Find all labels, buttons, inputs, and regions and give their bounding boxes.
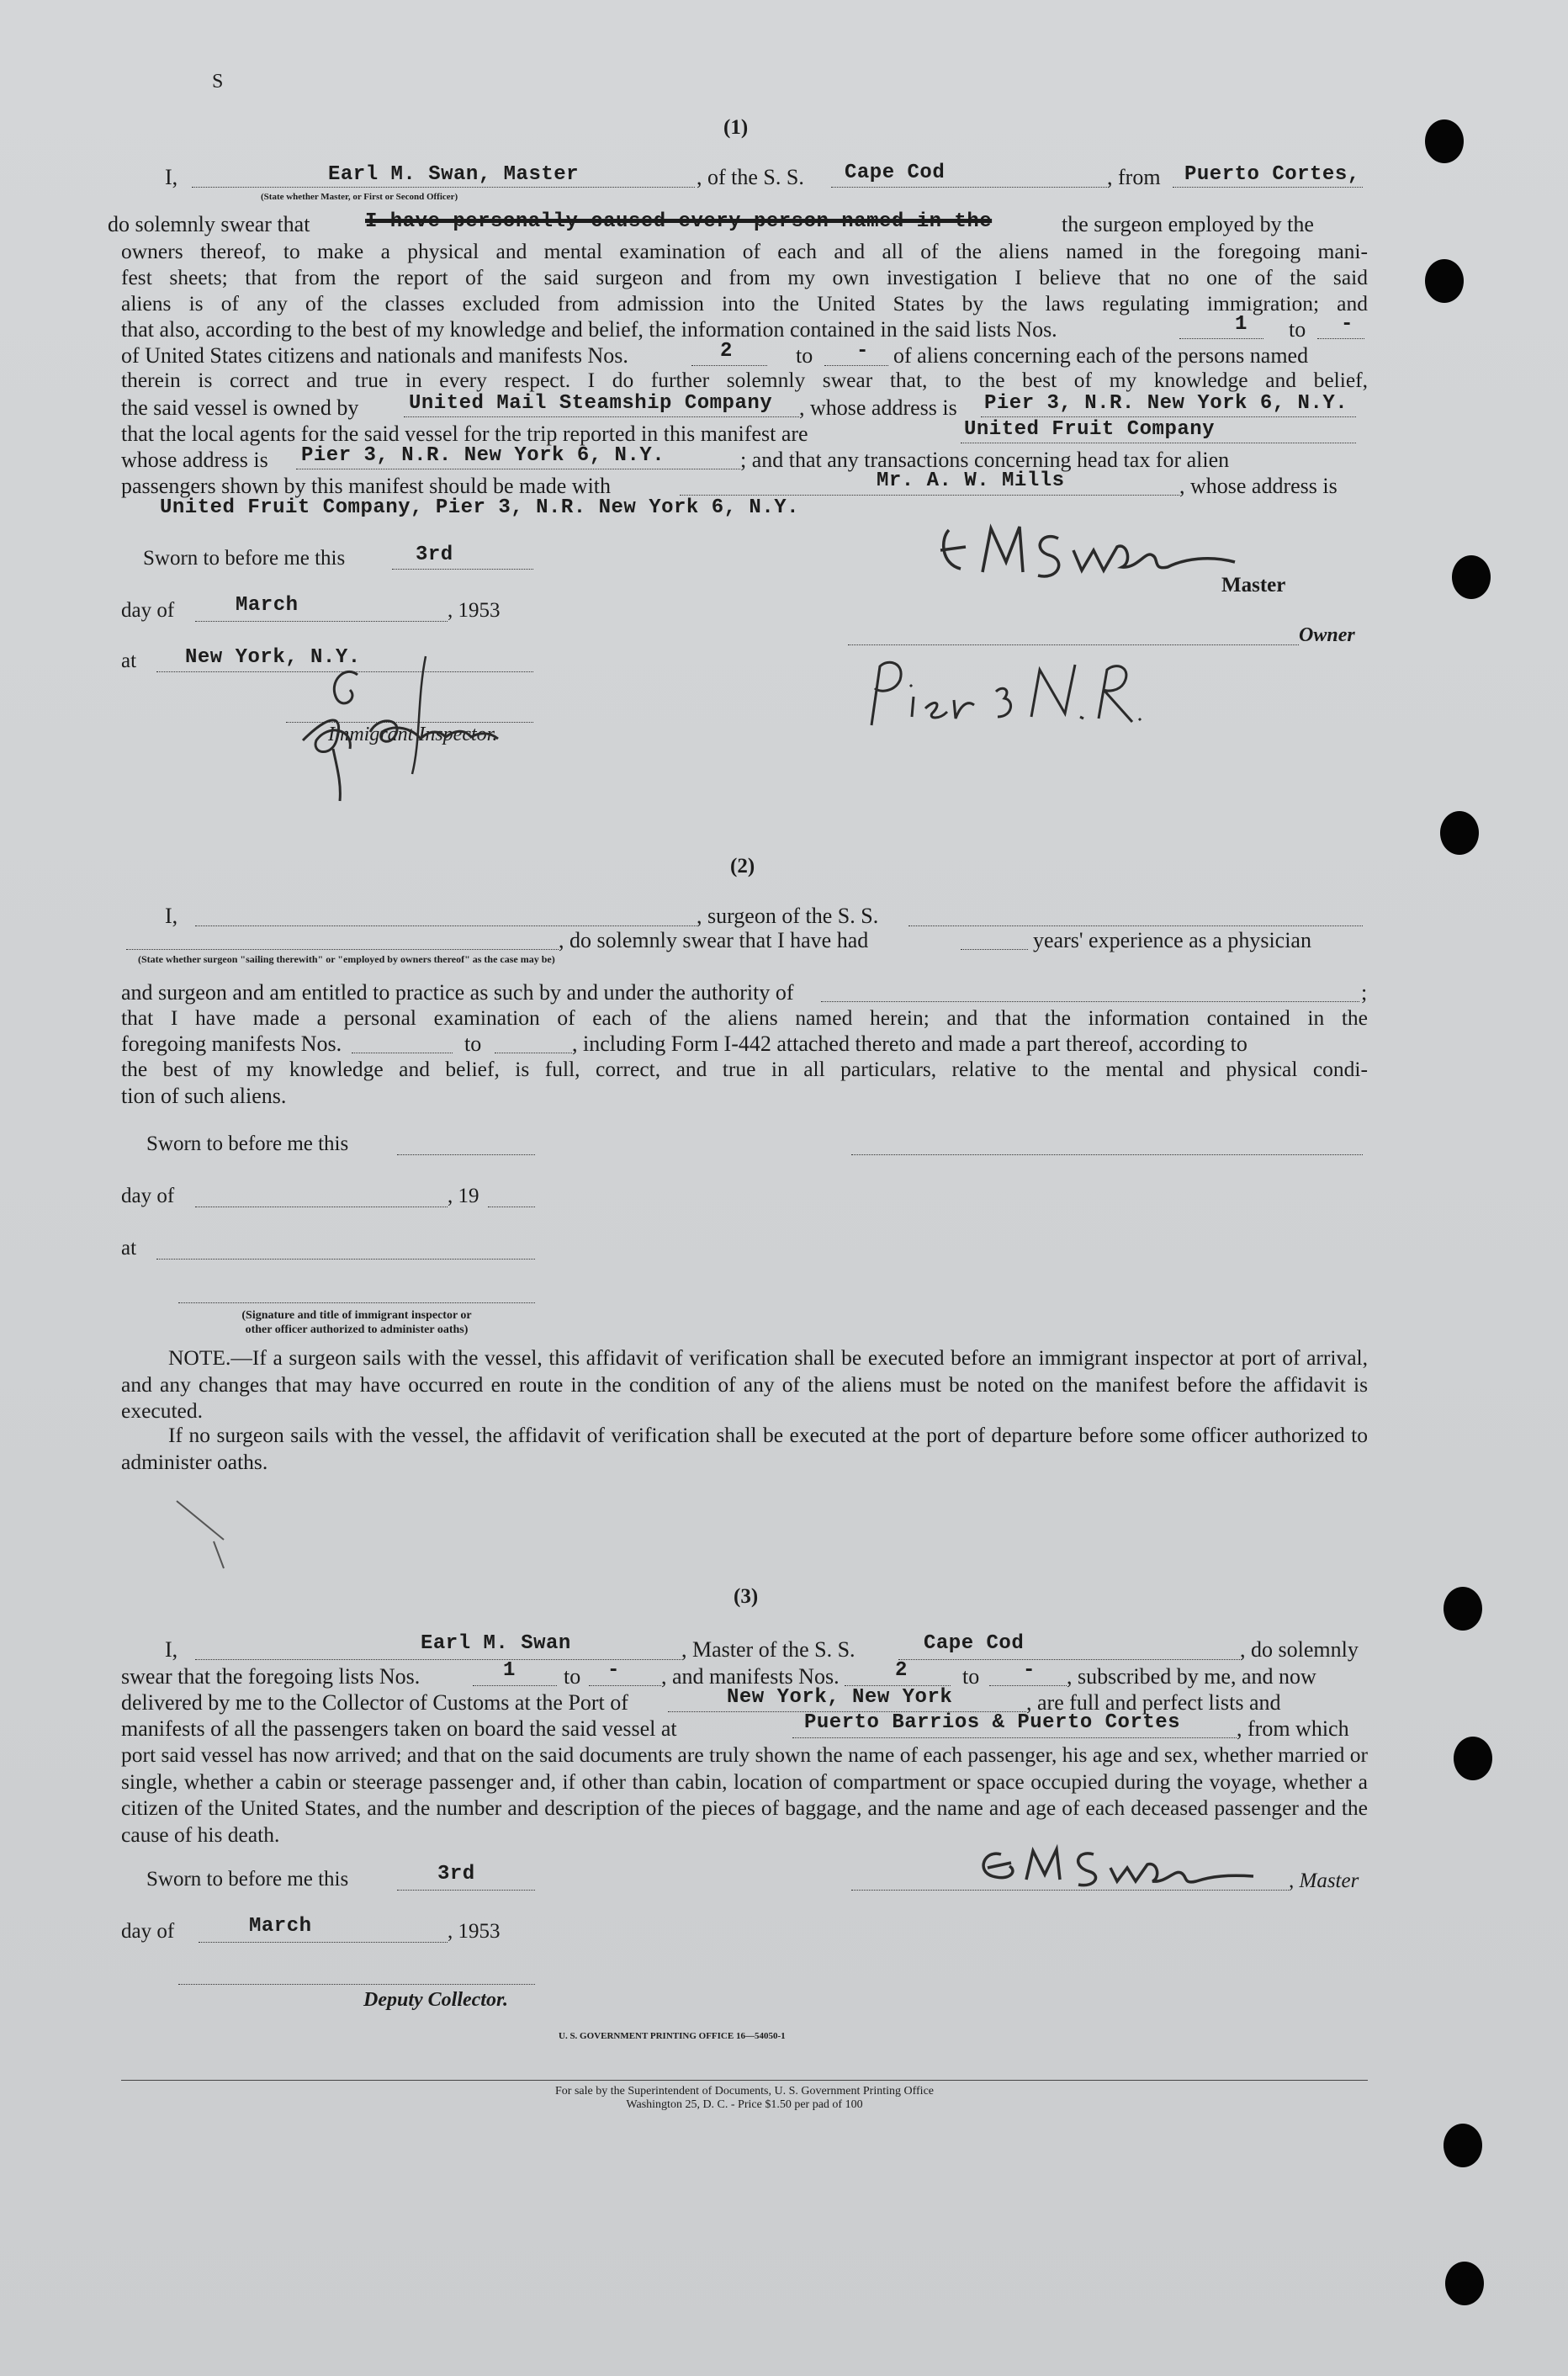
agents-address-value: Pier 3, N.R. New York 6, N.Y. — [301, 444, 665, 467]
month-value: March — [249, 1915, 312, 1938]
at-label: at — [121, 650, 137, 672]
stray-mark — [173, 1498, 249, 1573]
manifests-from-line — [691, 365, 767, 366]
swear-line-start: do solemnly swear that — [108, 212, 310, 236]
lists-from-line — [1179, 338, 1263, 339]
punch-hole — [1440, 811, 1479, 855]
owner-caption: Owner — [1299, 624, 1355, 646]
sworn-day-value: 3rd — [437, 1863, 475, 1885]
body-line-1: owners thereof, to make a physical and mental examination of each and all of the aliens named in the foregoing mani- — [121, 239, 1368, 263]
correct-line: therein is correct and true in every respect. I do further solemnly swear that, to the best of my knowledge and belief, — [121, 368, 1368, 392]
head-tax-contact-line — [680, 495, 1179, 496]
day-of-label: day of — [121, 1920, 175, 1943]
month-value: March — [236, 594, 299, 617]
section-number: (3) — [734, 1585, 759, 1608]
sworn-day-line — [392, 569, 533, 570]
master-of-label: , Master of the S. S. — [681, 1637, 856, 1662]
punch-hole — [1425, 259, 1464, 303]
section-number: (2) — [730, 855, 755, 878]
year-text: 1953 — [458, 1920, 501, 1943]
head-tax-address-label: , whose address is — [1179, 474, 1338, 498]
owner-signature-line — [848, 644, 1299, 645]
gpo-line: U. S. GOVERNMENT PRINTING OFFICE 16—54050-1 — [559, 2031, 786, 2041]
inspector-caption: Immigrant Inspector. — [328, 724, 498, 745]
master-signature — [967, 1838, 1270, 1896]
master-name-line — [192, 187, 695, 188]
margin-mark: S — [212, 71, 224, 93]
swear-lists-label: swear that the foregoing lists Nos. — [121, 1664, 421, 1689]
surgeon-of-label: , surgeon of the S. S. — [697, 904, 879, 928]
signature-caption-2: other officer authorized to administer oaths) — [245, 1323, 469, 1336]
at-label: at — [121, 1237, 137, 1260]
i-label: I, — [165, 1637, 178, 1662]
manifests-to-line — [824, 365, 888, 366]
manifests-from-value: 2 — [895, 1659, 908, 1682]
of-ss-label: , of the S. S. — [697, 165, 804, 189]
sworn-label: Sworn to before me this — [146, 1868, 349, 1891]
master-name-value: Earl M. Swan — [421, 1632, 571, 1655]
swear-label: , do solemnly swear that I have had — [559, 928, 869, 952]
examination-line: that I have made a personal examination of each of the aliens named herein; and that the information contained in the — [121, 1005, 1368, 1030]
owner-address-value: Pier 3, N.R. New York 6, N.Y. — [984, 392, 1348, 415]
punch-hole — [1425, 119, 1464, 163]
manifests-to-line — [989, 1685, 1067, 1686]
master-name-value: Earl M. Swan, Master — [328, 163, 580, 186]
from-label: , from — [1107, 165, 1161, 189]
lists-to-line — [1317, 338, 1364, 339]
note-paragraph-2: If no surgeon sails with the vessel, the affidavit of verification shall be executed at the port of departure before some officer authorized to administer oaths. — [121, 1423, 1368, 1474]
manifests-to-value: - — [856, 340, 869, 363]
best-line: the best of my knowledge and belief, is full, correct, and true in all particulars, relative to the mental and physical condi- — [121, 1057, 1368, 1081]
section-number: (1) — [723, 116, 749, 139]
swear-line-end: the surgeon employed by the — [1062, 212, 1314, 236]
manifests-to-label: to — [796, 343, 813, 368]
ports-board-line — [792, 1737, 1237, 1738]
sworn-day-blank — [397, 1154, 535, 1155]
signature-caption-1: (Signature and title of immigrant inspector or — [241, 1309, 472, 1322]
lists-from-line — [473, 1685, 557, 1686]
passengers-label: passengers shown by this manifest should be made with — [121, 474, 612, 498]
manifests-from-value: 2 — [720, 340, 733, 363]
body-line-2: fest sheets; that from the report of the said surgeon and from my own investigation I believe that no one of the said — [121, 265, 1368, 289]
handwritten-address — [855, 650, 1157, 742]
month-line — [195, 621, 448, 622]
sworn-day-value: 3rd — [416, 544, 453, 566]
subscribed-label: , subscribed by me, and now — [1067, 1664, 1316, 1689]
lists-to-value: - — [1341, 313, 1353, 336]
manifests-line-end: of aliens concerning each of the persons named — [893, 343, 1309, 368]
i-label: I, — [165, 904, 178, 928]
owner-value: United Mail Steamship Company — [409, 392, 773, 415]
aliens-line: tion of such aliens. — [121, 1084, 287, 1108]
at-blank — [156, 1259, 535, 1260]
section3-body: port said vessel has now arrived; and that on the said documents are truly shown the name of each passenger, his age and sex, whether married or single, whether a cabin or steerage passenger and, if other than cabin, location of compartment or space occupied during the voyage, whether a citizen of the United States, and the number and description of the pieces of baggage, and the name and age of each deceased passenger and the cause of his death. — [121, 1742, 1368, 1847]
surgeon-line-2 — [126, 949, 559, 950]
officer-signature-line — [178, 1302, 535, 1303]
master-signature — [932, 513, 1252, 589]
to-label: to — [464, 1032, 482, 1056]
manifests-label: foregoing manifests Nos. — [121, 1032, 342, 1056]
master-title: Master — [1221, 574, 1286, 597]
agents-address-label: whose address is — [121, 448, 268, 472]
vessel-line — [898, 1659, 1240, 1660]
punch-hole — [1445, 2262, 1484, 2305]
deputy-caption: Deputy Collector. — [363, 1989, 508, 2011]
state-note: (State whether Master, or First or Second Officer) — [261, 192, 458, 202]
surgeon-name-line — [195, 925, 697, 926]
authority-line: and surgeon and am entitled to practice as such by and under the authority of — [121, 980, 794, 1005]
port-value: New York, New York — [727, 1686, 953, 1709]
lists-to-line — [589, 1685, 661, 1686]
year-prefix: , 19 — [448, 1185, 479, 1207]
lists-to-label: to — [1289, 317, 1306, 342]
port-from-line — [1173, 187, 1363, 188]
struck-text: I have personally caused every person named in the — [365, 210, 993, 233]
manifests-line-text: of United States citizens and nationals and manifests Nos. — [121, 343, 628, 368]
vessel-value: Cape Cod — [845, 162, 946, 184]
sworn-label: Sworn to before me this — [143, 547, 346, 570]
manifests-all-label: manifests of all the passengers taken on board the said vessel at — [121, 1716, 677, 1741]
lists-from-value: 1 — [503, 1659, 516, 1682]
day-of-label: day of — [121, 599, 175, 622]
footer-rule — [121, 2080, 1368, 2081]
authority-semicolon: ; — [1361, 980, 1368, 1005]
vessel-line — [831, 187, 1107, 188]
day-of-label: day of — [121, 1185, 175, 1207]
to-label: to — [962, 1664, 980, 1689]
solemnly-label: , do solemnly — [1240, 1637, 1359, 1662]
from-which-label: , from which — [1237, 1716, 1349, 1741]
port-from-value: Puerto Cortes, — [1184, 163, 1360, 186]
owner-address-line — [981, 416, 1356, 417]
month-line — [199, 1942, 448, 1943]
authority-blank — [821, 1001, 1359, 1002]
sworn-day-line — [397, 1890, 535, 1891]
agents-label: that the local agents for the said vessel for the trip reported in this manifest are — [121, 422, 808, 446]
head-tax-contact-value: Mr. A. W. Mills — [877, 469, 1065, 492]
note-paragraph-1: NOTE.—If a surgeon sails with the vessel, this affidavit of verification shall be executed before an immigrant inspector at port of arrival, and any changes that may have occurred en route in the condition of any of the aliens must be noted on the manifest before the affidavit is executed. — [121, 1345, 1368, 1423]
and-manifests-label: , and manifests Nos. — [661, 1664, 840, 1689]
full-perfect-label: , are full and perfect lists and — [1026, 1690, 1281, 1715]
owner-address-label: , whose address is — [799, 395, 957, 420]
sale-line-2: Washington 25, D. C. - Price $1.50 per pad of 100 — [626, 2098, 863, 2111]
punch-hole — [1452, 555, 1491, 599]
agents-value: United Fruit Company — [964, 418, 1216, 441]
sale-line-1: For sale by the Superintendent of Documents, U. S. Government Printing Office — [555, 2085, 934, 2098]
delivered-label: delivered by me to the Collector of Customs at the Port of — [121, 1690, 628, 1715]
year-value: , 1953 — [448, 599, 501, 622]
vessel-value: Cape Cod — [924, 1632, 1025, 1655]
years-line — [961, 949, 1028, 950]
inspector-signature — [278, 648, 530, 808]
year-text: 1953 — [458, 599, 501, 622]
year-value: , 1953 — [448, 1920, 501, 1943]
head-tax-address-value: United Fruit Company, Pier 3, N.R. New York 6, N.Y. — [160, 496, 800, 519]
ports-board-value: Puerto Barrios & Puerto Cortes — [804, 1711, 1181, 1734]
surgeon-vessel-line — [908, 925, 1363, 926]
owner-line — [404, 416, 799, 417]
i-label: I, — [165, 165, 178, 189]
lists-from-value: 1 — [1235, 313, 1248, 336]
deputy-signature-line — [178, 1984, 535, 1985]
at-place-value: New York, N.Y. — [185, 646, 361, 669]
lists-to-value: - — [607, 1659, 620, 1682]
form-line: , including Form I-442 attached thereto and made a part thereof, according to — [572, 1032, 1248, 1056]
punch-hole — [1454, 1737, 1492, 1780]
to-label: to — [564, 1664, 581, 1689]
sworn-label: Sworn to before me this — [146, 1132, 349, 1155]
owned-label: the said vessel is owned by — [121, 395, 359, 420]
lists-line-text: that also, according to the best of my knowledge and belief, the information contained in the said lists Nos. — [121, 317, 1057, 342]
punch-hole — [1444, 1587, 1482, 1631]
punch-hole — [1444, 2124, 1482, 2167]
surgeon-state-note: (State whether surgeon "sailing therewith" or "employed by owners thereof" as the case may be) — [138, 953, 555, 965]
manifests-to-value: - — [1023, 1659, 1036, 1682]
body-line-3: aliens is of any of the classes excluded from admission into the United States by the laws regulating immigration; and — [121, 291, 1368, 316]
master-suffix: , Master — [1289, 1870, 1359, 1892]
surgeon-signature-line — [851, 1154, 1363, 1155]
years-label: years' experience as a physician — [1033, 928, 1311, 952]
head-tax-label: ; and that any transactions concerning head tax for alien — [740, 448, 1230, 472]
